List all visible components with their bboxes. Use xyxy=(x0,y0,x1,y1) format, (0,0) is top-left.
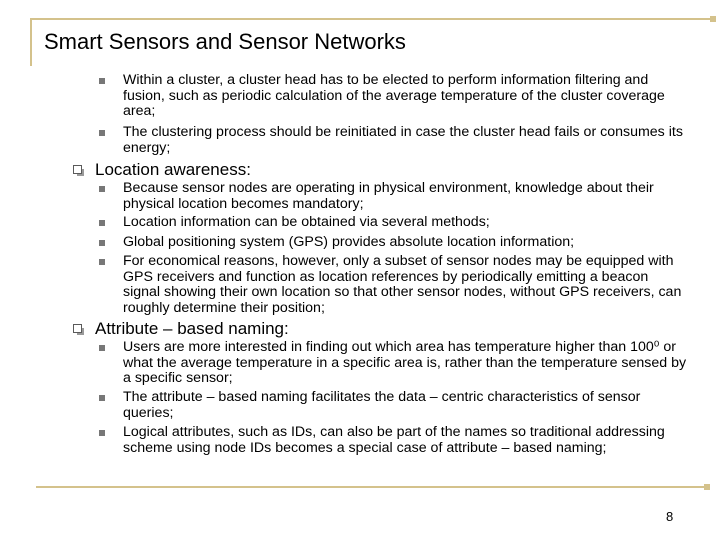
bullet-item: For economical reasons, however, only a subset of sensor nodes may be equipped with GPS receivers and function as location references by periodically emitting a beacon signal showing their own location so that other sensor nodes, without GPS receivers, can roughly determine their position; xyxy=(123,254,688,316)
bullet-item: Within a cluster, a cluster head has to be elected to perform information filtering and fusion, such as periodic calculation of the average temperature of the cluster coverage area; xyxy=(123,73,688,120)
slide-title: Smart Sensors and Sensor Networks xyxy=(44,29,406,54)
bullet-item: The clustering process should be reinitiated in case the cluster head fails or consumes its energy; xyxy=(123,125,688,156)
square-bullet-icon xyxy=(99,130,105,136)
square-bullet-icon xyxy=(99,259,105,265)
square-bullet-icon xyxy=(99,220,105,226)
section-heading-location: Location awareness: xyxy=(95,161,251,179)
square-bullet-icon xyxy=(99,430,105,436)
bullet-item: Global positioning system (GPS) provides absolute location information; xyxy=(123,235,688,251)
section-heading-attribute: Attribute – based naming: xyxy=(95,320,289,338)
square-bullet-icon xyxy=(99,78,105,84)
footer-rule xyxy=(36,486,704,488)
hollow-square-bullet-icon xyxy=(73,324,82,333)
bullet-item: The attribute – based naming facilitates the data – centric characteristics of sensor queries; xyxy=(123,390,688,421)
bullet-item: Logical attributes, such as IDs, can also be part of the names so traditional addressing scheme using node IDs becomes a special case of attribute – based naming; xyxy=(123,425,688,456)
square-bullet-icon xyxy=(99,186,105,192)
page-number: 8 xyxy=(666,509,674,524)
square-bullet-icon xyxy=(99,240,105,246)
bullet-item: Because sensor nodes are operating in physical environment, knowledge about their physical location becomes mandatory; xyxy=(123,181,688,212)
hollow-square-bullet-icon xyxy=(73,165,82,174)
bullet-item: Users are more interested in finding out which area has temperature higher than 100⁰ or what the average temperature in a specific area is, rather than the temperature sensed by a specific sensor; xyxy=(123,340,688,387)
square-bullet-icon xyxy=(99,395,105,401)
square-bullet-icon xyxy=(99,345,105,351)
bullet-item: Location information can be obtained via several methods; xyxy=(123,215,688,231)
